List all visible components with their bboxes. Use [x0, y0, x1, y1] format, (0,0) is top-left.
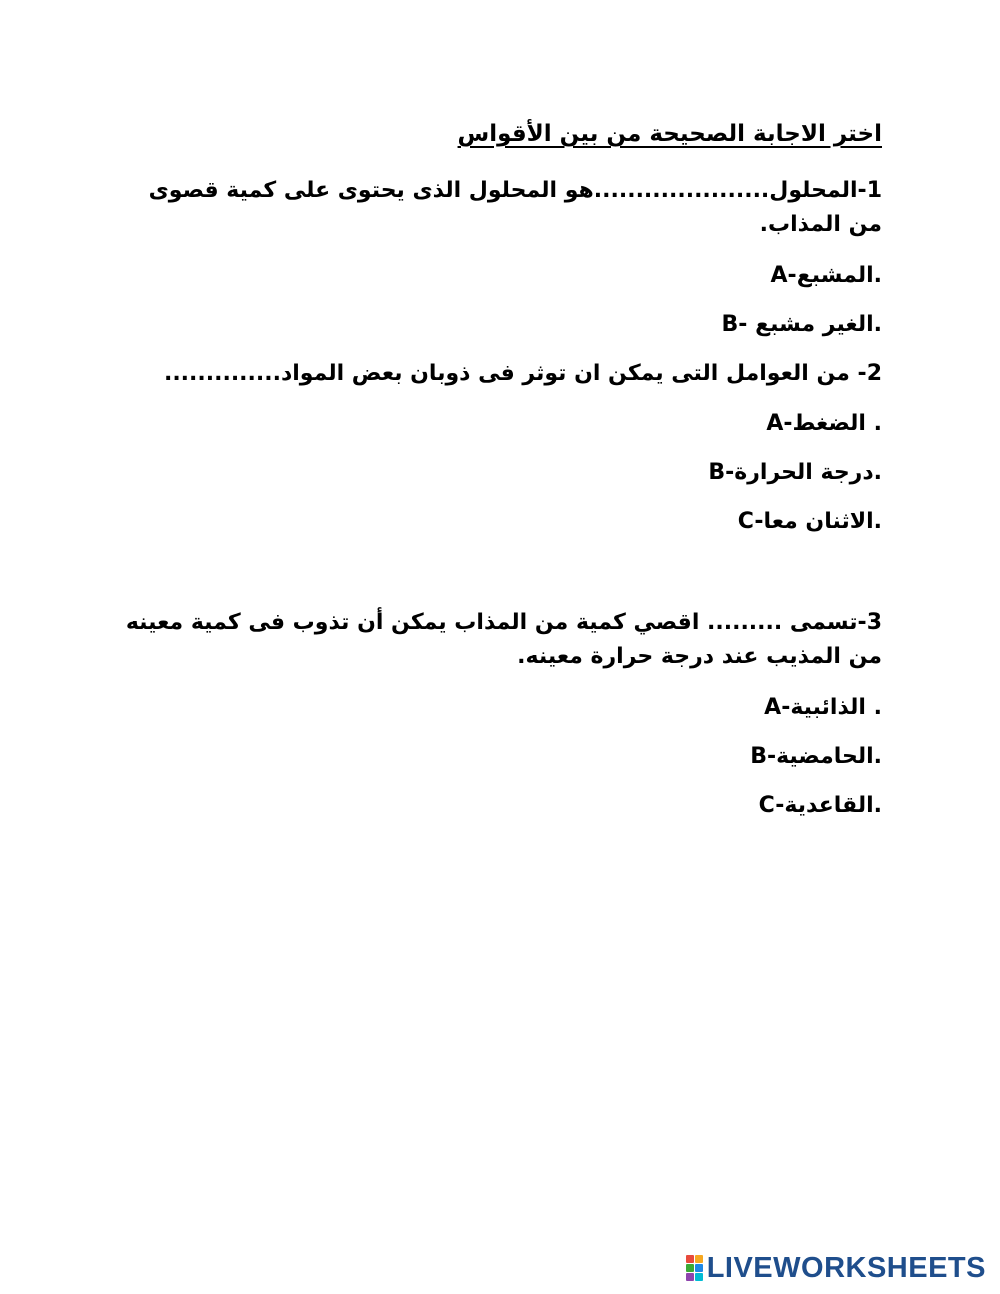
worksheet-title: اختر الاجابة الصحيحة من بين الأقواس — [457, 121, 882, 147]
question-1: 1-المحلول.....................هو المحلول الذى يحتوى على كمية قصوى من المذاب. — [148, 178, 882, 237]
q1-option-a[interactable]: A-المشبع. — [770, 263, 882, 288]
q3-option-b[interactable]: B-الحامضية. — [750, 744, 882, 769]
question-2: 2- من العوامل التى يمكن ان توثر فى ذوبان بعض المواد.............. — [163, 361, 882, 386]
q2-option-a[interactable]: A-الضغط . — [766, 411, 882, 436]
q3-option-a[interactable]: A-الذائبية . — [764, 695, 882, 720]
q1-option-b[interactable]: B- الغير مشبع. — [721, 312, 882, 337]
liveworksheets-logo-icon — [686, 1255, 703, 1281]
liveworksheets-logo — [686, 1252, 986, 1284]
q3-option-c[interactable]: C-القاعدية. — [758, 793, 882, 818]
liveworksheets-brand-text: LIVEWORKSHEETS — [706, 1252, 986, 1284]
q2-option-b[interactable]: B-درجة الحرارة. — [708, 460, 882, 485]
q2-option-c[interactable]: C-الاثنان معا. — [737, 509, 882, 534]
question-3: 3-تسمى ......... اقصي كمية من المذاب يمكن أن تذوب فى كمية معينه من المذيب عند درجة حرارة معينه. — [125, 610, 882, 669]
